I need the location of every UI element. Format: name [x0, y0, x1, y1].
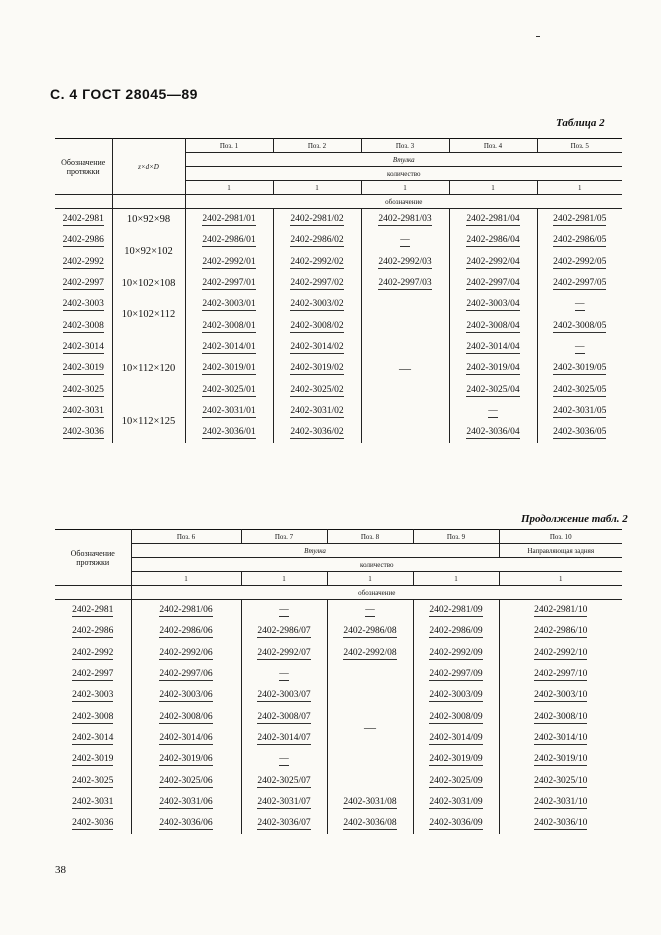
part-designation: 2402-2997/09 [413, 663, 499, 684]
part-designation: 2402-2981/09 [413, 600, 499, 621]
part-designation: 2402-3008/09 [413, 706, 499, 727]
part-designation: 2402-3025/06 [131, 770, 241, 791]
designation-header: обозначение [185, 195, 622, 209]
part-designation: — [241, 600, 327, 621]
part-designation: 2402-3008/07 [241, 706, 327, 727]
part-designation: 2402-3008/01 [185, 315, 273, 336]
table-row [55, 272, 622, 293]
part-designation: 2402-3003/10 [499, 685, 622, 706]
part-designation: 2402-3003/07 [241, 685, 327, 706]
quantity-value: 1 [241, 572, 327, 586]
part-designation: 2402-3036/10 [499, 812, 622, 833]
pos-header: Поз. 6 [131, 530, 241, 544]
broach-designation: 2402-3036 [72, 818, 114, 829]
part-designation: 2402-3025/05 [537, 379, 622, 400]
broach-designation: 2402-2981 [72, 605, 114, 616]
quantity-value: 1 [273, 181, 361, 195]
merged-dash-cell: — [327, 663, 413, 791]
part-designation: 2402-2992/07 [241, 642, 327, 663]
part-designation: 2402-2992/05 [537, 251, 622, 272]
col-header-designation: Обозначение протяжки [55, 530, 131, 586]
pos-header: Поз. 7 [241, 530, 327, 544]
part-designation: 2402-3019/04 [449, 358, 537, 379]
part-designation: 2402-2992/01 [185, 251, 273, 272]
part-designation: 2402-2986/02 [273, 230, 361, 251]
part-designation: 2402-2981/06 [131, 600, 241, 621]
part-designation: 2402-3031/09 [413, 791, 499, 812]
table-row [55, 336, 622, 357]
pos-header: Поз. 8 [327, 530, 413, 544]
pos-header: Поз. 5 [537, 139, 622, 153]
part-designation: — [241, 663, 327, 684]
part-designation: 2402-2981/05 [537, 209, 622, 230]
part-designation: 2402-2992/03 [361, 251, 449, 272]
part-designation: 2402-3008/02 [273, 315, 361, 336]
table-row [55, 294, 622, 315]
part-designation: 2402-2986/09 [413, 621, 499, 642]
dimensions: 10×102×112 [112, 294, 185, 337]
part-designation: 2402-3008/10 [499, 706, 622, 727]
dimensions: 10×92×98 [112, 209, 185, 230]
part-designation: 2402-3031/02 [273, 400, 361, 421]
part-designation: 2402-2997/06 [131, 663, 241, 684]
part-designation: 2402-3014/02 [273, 336, 361, 357]
broach-designation: 2402-3008 [62, 320, 104, 331]
broach-designation: 2402-3031 [72, 796, 114, 807]
table-row [55, 812, 622, 833]
part-designation: 2402-3025/02 [273, 379, 361, 400]
broach-designation: 2402-3031 [62, 405, 104, 416]
scan-mark [536, 36, 540, 37]
part-designation: 2402-2992/04 [449, 251, 537, 272]
part-designation: 2402-2986/07 [241, 621, 327, 642]
part-designation: 2402-3008/06 [131, 706, 241, 727]
table-row [55, 230, 622, 251]
part-designation: 2402-3019/05 [537, 358, 622, 379]
part-designation: — [241, 749, 327, 770]
part-designation: 2402-3031/06 [131, 791, 241, 812]
part-designation: 2402-2986/10 [499, 621, 622, 642]
part-designation: 2402-2992/08 [327, 642, 413, 663]
part-designation: 2402-2981/02 [273, 209, 361, 230]
broach-designation: 2402-2997 [62, 278, 104, 289]
broach-designation: 2402-3019 [72, 754, 114, 765]
part-designation: 2402-2997/04 [449, 272, 537, 293]
part-designation: 2402-2981/03 [361, 209, 449, 230]
table-2-continuation [55, 529, 622, 834]
part-designation: 2402-2992/10 [499, 642, 622, 663]
quantity-value: 1 [131, 572, 241, 586]
part-designation: — [361, 230, 449, 251]
part-designation: 2402-2997/03 [361, 272, 449, 293]
part-designation: 2402-3014/09 [413, 727, 499, 748]
part-designation: 2402-3019/01 [185, 358, 273, 379]
quantity-value: 1 [361, 181, 449, 195]
part-designation: 2402-3036/02 [273, 421, 361, 442]
table-2-cont-caption: Продолжение табл. 2 [521, 513, 628, 525]
part-designation: 2402-3014/06 [131, 727, 241, 748]
part-designation: 2402-2997/05 [537, 272, 622, 293]
part-designation: 2402-3036/09 [413, 812, 499, 833]
part-designation: 2402-2986/06 [131, 621, 241, 642]
part-designation: 2402-2986/08 [327, 621, 413, 642]
quantity-value: 1 [499, 572, 622, 586]
quantity-value: 1 [413, 572, 499, 586]
part-designation: 2402-3014/07 [241, 727, 327, 748]
dimensions: 10×102×108 [112, 272, 185, 293]
broach-designation: 2402-3025 [72, 775, 114, 786]
part-designation: 2402-3036/07 [241, 812, 327, 833]
group-header: Направляющая задняя [499, 544, 622, 558]
dimensions: 10×92×102 [112, 230, 185, 273]
table-row [55, 400, 622, 421]
part-designation: 2402-3003/09 [413, 685, 499, 706]
quantity-value: 1 [185, 181, 273, 195]
part-designation: 2402-2981/01 [185, 209, 273, 230]
quantity-value: 1 [327, 572, 413, 586]
part-designation: 2402-2981/04 [449, 209, 537, 230]
part-designation: — [537, 336, 622, 357]
part-designation: 2402-3036/06 [131, 812, 241, 833]
pos-header: Поз. 1 [185, 139, 273, 153]
broach-designation: 2402-2986 [62, 235, 104, 246]
part-designation: 2402-3014/01 [185, 336, 273, 357]
part-designation: 2402-3031/01 [185, 400, 273, 421]
part-designation: 2402-2997/10 [499, 663, 622, 684]
quantity-value: 1 [449, 181, 537, 195]
part-designation: 2402-3031/05 [537, 400, 622, 421]
broach-designation: 2402-3025 [62, 384, 104, 395]
broach-designation: 2402-2992 [62, 256, 104, 267]
part-designation: 2402-3025/09 [413, 770, 499, 791]
dimensions: 10×112×125 [112, 400, 185, 443]
quantity-header: количество [185, 167, 622, 181]
broach-designation: 2402-3019 [62, 363, 104, 374]
designation-header: обозначение [131, 586, 622, 600]
part-designation: 2402-2992/06 [131, 642, 241, 663]
part-designation: 2402-3031/07 [241, 791, 327, 812]
quantity-header: количество [131, 558, 622, 572]
part-designation: 2402-2997/01 [185, 272, 273, 293]
broach-designation: 2402-3014 [72, 732, 114, 743]
table-row [55, 663, 622, 684]
page-header: С. 4 ГОСТ 28045—89 [50, 86, 198, 102]
part-designation: 2402-3025/04 [449, 379, 537, 400]
broach-designation: 2402-3003 [72, 690, 114, 701]
part-designation: 2402-2992/02 [273, 251, 361, 272]
part-designation: 2402-3003/06 [131, 685, 241, 706]
part-designation: 2402-3003/02 [273, 294, 361, 315]
part-designation: 2402-3036/01 [185, 421, 273, 442]
part-designation: 2402-3019/10 [499, 749, 622, 770]
part-designation: 2402-3014/04 [449, 336, 537, 357]
part-designation: 2402-3008/04 [449, 315, 537, 336]
quantity-value: 1 [537, 181, 622, 195]
part-designation: 2402-3025/01 [185, 379, 273, 400]
pos-header: Поз. 9 [413, 530, 499, 544]
col-header-dims: z×d×D [112, 139, 185, 195]
broach-designation: 2402-2986 [72, 626, 114, 637]
table-row [55, 600, 622, 621]
part-designation: — [327, 600, 413, 621]
part-designation: 2402-3003/04 [449, 294, 537, 315]
table-2 [55, 138, 622, 443]
part-designation: 2402-2997/02 [273, 272, 361, 293]
part-designation: 2402-3036/08 [327, 812, 413, 833]
broach-designation: 2402-2997 [72, 669, 114, 680]
part-designation: 2402-2981/10 [499, 600, 622, 621]
group-header: Втулка [131, 544, 499, 558]
part-designation: 2402-2986/01 [185, 230, 273, 251]
group-header: Втулка [185, 153, 622, 167]
page-number: 38 [55, 864, 66, 876]
col-header-designation: Обозначение протяжки [55, 139, 112, 195]
pos-header: Поз. 10 [499, 530, 622, 544]
broach-designation: 2402-3014 [62, 341, 104, 352]
table-row [55, 621, 622, 642]
broach-designation: 2402-2981 [62, 214, 104, 225]
part-designation: 2402-3014/10 [499, 727, 622, 748]
pos-header: Поз. 3 [361, 139, 449, 153]
part-designation: — [449, 400, 537, 421]
part-designation: 2402-3031/10 [499, 791, 622, 812]
broach-designation: 2402-2992 [72, 647, 114, 658]
broach-designation: 2402-3036 [62, 427, 104, 438]
table-row [55, 791, 622, 812]
dimensions: 10×112×120 [112, 336, 185, 400]
part-designation: 2402-3036/04 [449, 421, 537, 442]
part-designation: 2402-3019/06 [131, 749, 241, 770]
part-designation: — [537, 294, 622, 315]
part-designation: 2402-2986/05 [537, 230, 622, 251]
part-designation: 2402-3008/05 [537, 315, 622, 336]
broach-designation: 2402-3008 [72, 711, 114, 722]
part-designation: 2402-3025/10 [499, 770, 622, 791]
pos-header: Поз. 4 [449, 139, 537, 153]
part-designation: 2402-3025/07 [241, 770, 327, 791]
part-designation: 2402-3031/08 [327, 791, 413, 812]
part-designation: 2402-2986/04 [449, 230, 537, 251]
broach-designation: 2402-3003 [62, 299, 104, 310]
table-2-caption: Таблица 2 [556, 117, 605, 129]
merged-dash-cell: — [361, 294, 449, 443]
part-designation: 2402-3019/09 [413, 749, 499, 770]
part-designation: 2402-3019/02 [273, 358, 361, 379]
part-designation: 2402-3036/05 [537, 421, 622, 442]
table-row [55, 642, 622, 663]
part-designation: 2402-3003/01 [185, 294, 273, 315]
table-row [55, 209, 622, 230]
pos-header: Поз. 2 [273, 139, 361, 153]
part-designation: 2402-2992/09 [413, 642, 499, 663]
